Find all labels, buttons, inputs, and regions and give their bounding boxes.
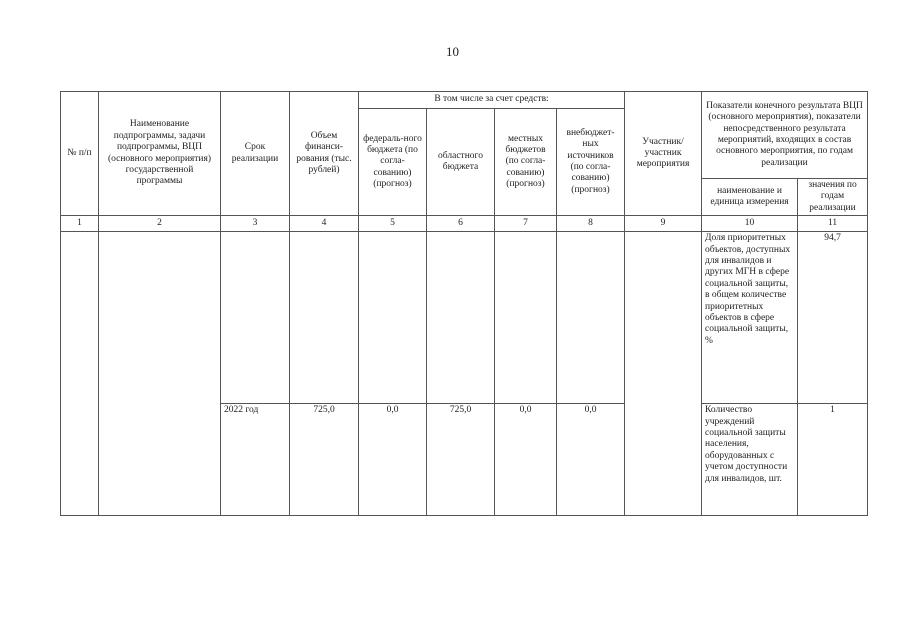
header-indicator-value-cell: значения по годам реализации	[798, 179, 868, 216]
column-number: 4	[290, 216, 359, 232]
cell-indicator: Доля приоритетных объектов, доступных для инвалидов и других МГН в сфере социальной защиты, в общем количестве приоритетных объектов в сфере социальной защиты, %	[702, 232, 798, 404]
cell-local: 0,0	[495, 404, 557, 516]
header-indicator-name-cell: наименование и единица измерения	[702, 179, 798, 216]
page-number: 10	[446, 44, 459, 59]
column-number: 2	[99, 216, 221, 232]
header-number-cell: № п/п	[61, 92, 99, 216]
cell-value: 94,7	[798, 232, 868, 404]
column-number: 11	[798, 216, 868, 232]
cell-local	[495, 232, 557, 404]
header-extra-cell: внебюджет-ных источников (по согла-сованию) (прогноз)	[557, 109, 625, 216]
column-number: 5	[359, 216, 427, 232]
header-participant-cell: Участник/ участник мероприятия	[625, 92, 702, 216]
cell-regional: 725,0	[427, 404, 495, 516]
cell-name	[99, 232, 221, 516]
main-table	[60, 91, 868, 516]
header-federal-cell: федераль-ного бюджета (по согла-сованию) (прогноз)	[359, 109, 427, 216]
column-number: 8	[557, 216, 625, 232]
cell-period	[221, 232, 290, 404]
column-number: 6	[427, 216, 495, 232]
column-number: 1	[61, 216, 99, 232]
cell-volume	[290, 232, 359, 404]
header-indicators-cell: Показатели конечного результата ВЦП (основного мероприятия), показатели непосредственного результата мероприятий, входящих в состав основного мероприятия, по годам реализации	[702, 92, 868, 179]
column-number: 7	[495, 216, 557, 232]
column-number: 10	[702, 216, 798, 232]
header-local-cell: местных бюджетов (по согла-сованию) (прогноз)	[495, 109, 557, 216]
column-number: 3	[221, 216, 290, 232]
cell-federal	[359, 232, 427, 404]
cell-federal: 0,0	[359, 404, 427, 516]
cell-value: 1	[798, 404, 868, 516]
column-number: 9	[625, 216, 702, 232]
cell-extra	[557, 232, 625, 404]
header-period-cell: Срок реализации	[221, 92, 290, 216]
table-row	[61, 232, 868, 404]
cell-regional	[427, 232, 495, 404]
header-name-cell: Наименование подпрограммы, задачи подпрограммы, ВЦП (основного мероприятия) государственной программы	[99, 92, 221, 216]
cell-extra: 0,0	[557, 404, 625, 516]
cell-volume: 725,0	[290, 404, 359, 516]
cell-number	[61, 232, 99, 516]
header-volume-cell: Объем финанси-рования (тыс. рублей)	[290, 92, 359, 216]
header-regional-cell: областного бюджета	[427, 109, 495, 216]
header-sources-cell: В том числе за счет средств:	[359, 92, 625, 109]
cell-indicator: Количество учреждений социальной защиты населения, оборудованных с учетом доступности для инвалидов, шт.	[702, 404, 798, 516]
column-numbers-row	[61, 216, 868, 232]
cell-participant	[625, 232, 702, 516]
cell-period: 2022 год	[221, 404, 290, 516]
